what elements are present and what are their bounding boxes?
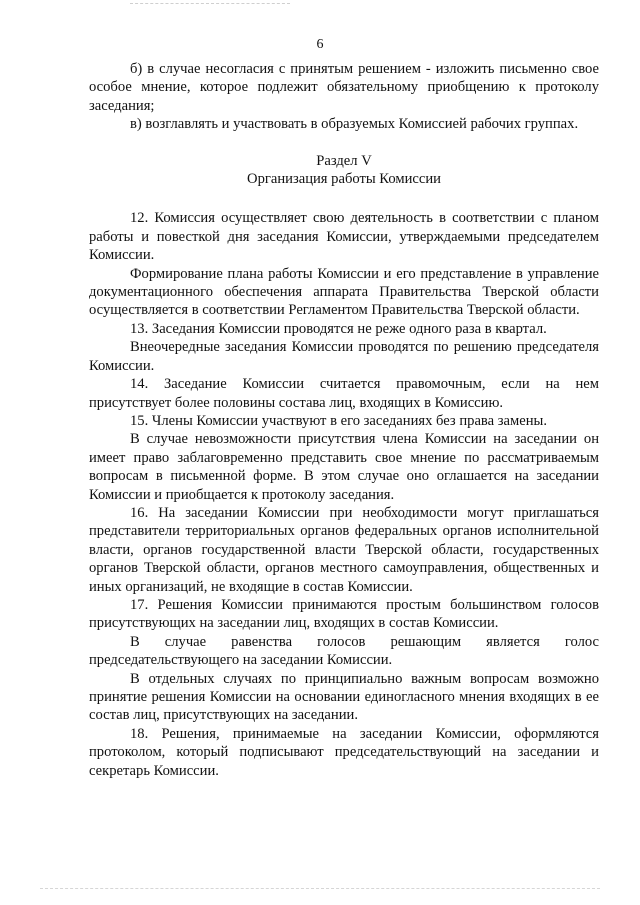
paragraph-14: 14. Заседание Комиссии считается правомочным, если на нем присутствует более половины состава лиц, входящих в Комиссию.	[89, 376, 599, 411]
paragraph-15: 15. Члены Комиссии участвуют в его заседаниях без права замены.	[130, 412, 547, 429]
paragraph-plan-formation: Формирование плана работы Комиссии и его представление в управление документационного обеспечения аппарата Правительства Тверской области осуществляется в соответствии Регламентом Правительства Тверской области.	[89, 265, 599, 319]
document-body	[89, 60, 599, 780]
paragraph-subitem-v: в) возглавлять и участвовать в образуемых Комиссией рабочих группах.	[130, 116, 579, 133]
paragraph-unanimous-decision: В отдельных случаях по принципиально важным вопросам возможно принятие решения Комиссии на основании единогласного мнения входящих в ее состав лиц, присутствующих на заседании.	[89, 670, 599, 724]
paragraph-12: 12. Комиссия осуществляет свою деятельность в соответствии с планом работы и повесткой дня заседания Комиссии, утверждаемыми председателем Комиссии.	[89, 210, 599, 264]
paragraph-16: 16. На заседании Комиссии при необходимости могут приглашаться представители территориальных органов федеральных органов исполнительной власти, органов государственной власти Тверской области, государственных органов Тверской области, органов местного самоуправления, общественных и иных организаций, не входящие в состав Комиссии.	[89, 504, 599, 595]
paragraph-tie-vote: В случае равенства голосов решающим является голос председательствующего на заседании Комиссии.	[89, 633, 599, 669]
section-heading: Раздел V	[316, 152, 372, 169]
paragraph-17: 17. Решения Комиссии принимаются простым большинством голосов присутствующих на заседании лиц, входящих в состав Комиссии.	[89, 596, 599, 632]
scan-artifact-top	[130, 3, 290, 4]
paragraph-18: 18. Решения, принимаемые на заседании Комиссии, оформляются протоколом, который подписывают председательствующий на заседании и секретарь Комиссии.	[89, 725, 599, 779]
spacer	[89, 134, 599, 152]
page-number: 6	[316, 37, 324, 52]
paragraph-13: 13. Заседания Комиссии проводятся не реже одного раза в квартал.	[130, 320, 547, 337]
section-title: Организация работы Комиссии	[247, 171, 441, 188]
scan-artifact-bottom	[40, 888, 600, 889]
paragraph-subitem-b: б) в случае несогласия с принятым решением - изложить письменно свое особое мнение, которое подлежит обязательному приобщению к протоколу заседания;	[89, 61, 599, 114]
paragraph-extraordinary-meetings: Внеочередные заседания Комиссии проводятся по решению председателя Комиссии.	[89, 339, 599, 374]
paragraph-absence-opinion: В случае невозможности присутствия члена Комиссии на заседании он имеет право заблаговременно представить свое мнение по рассматриваемым вопросам в письменной форме. В этом случае оно оглашается на заседании Комиссии и приобщается к протоколу заседания.	[89, 431, 599, 503]
